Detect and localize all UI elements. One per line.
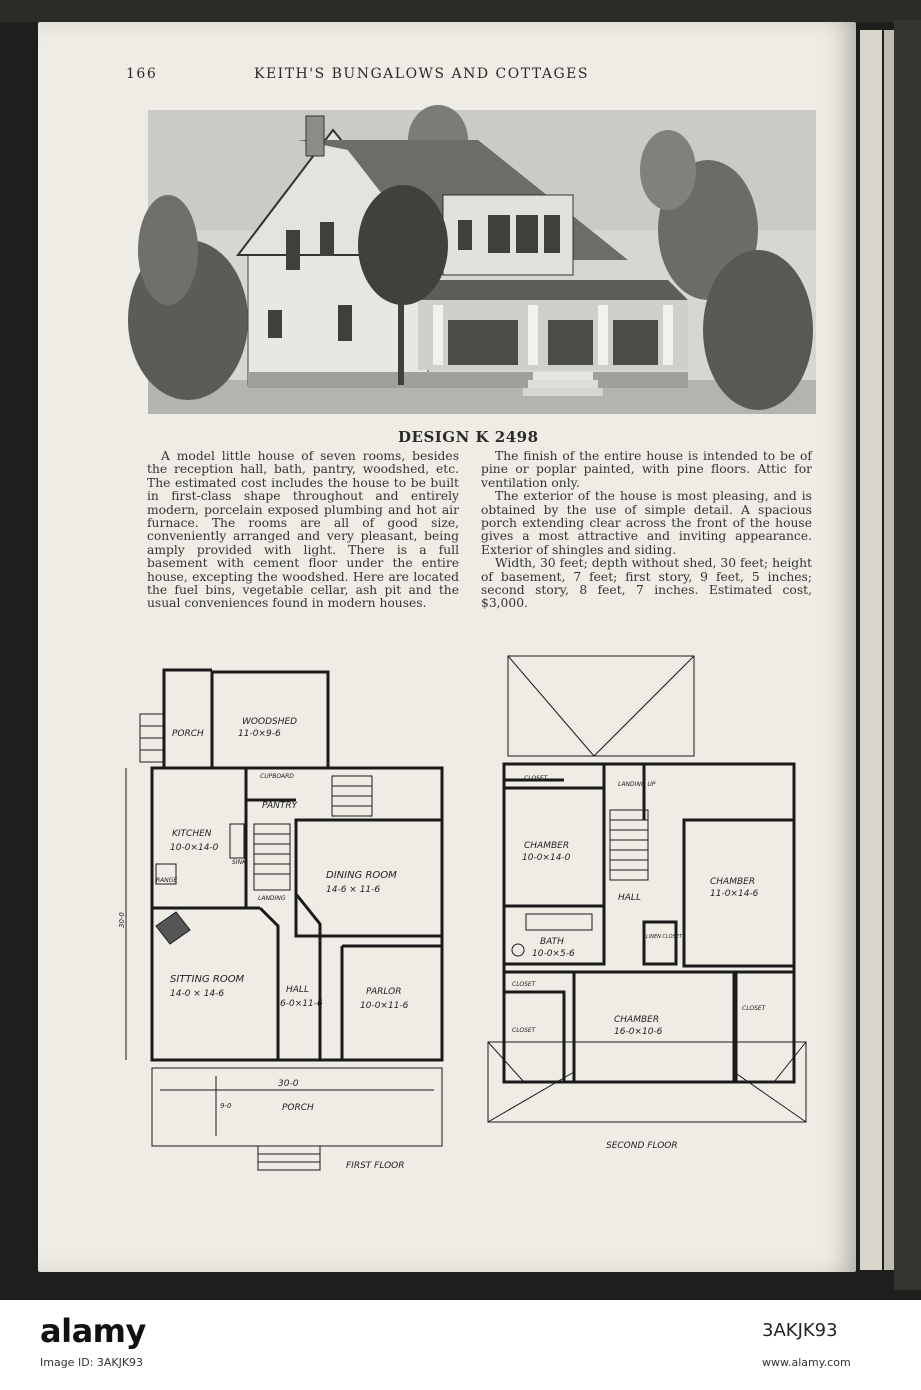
chamber3-size: 16-0×10-6 [614, 1027, 663, 1037]
bath-size: 10-0×5-6 [532, 949, 575, 959]
back-porch-label: PORCH [172, 729, 204, 739]
dining-room-label: DINING ROOM [326, 870, 397, 881]
sitting-room-size: 14-0 × 14-6 [170, 989, 225, 999]
exterior-paragraph: The exterior of the house is most pleasing, and is obtained by the use of simple detail. A spacious porch extending clear across the front of the house gives a most attractive and inviting appearance. Exterior of shingles and siding. [481, 489, 812, 557]
first-floor-plan [120, 664, 460, 1176]
hall-size: 6-0×11-6 [280, 999, 323, 1009]
description-paragraph: A model little house of seven rooms, besides the reception hall, bath, pantry, woodshed, etc. The estimated cost includes the house to be built in first-class shape throughout and entirely modern, porcelain exposed plumbing and hot air furnace. The rooms are all of good size, conveniently arranged and very pleasant, being amply provided with light. There is a full basement with cement floor under the entire house, excepting the woodshed. Here are located the fuel bins, vegetable cellar, ash pit and the usual conveniences found in modern houses. [147, 449, 459, 611]
book-title: KEITH'S BUNGALOWS AND COTTAGES [254, 66, 589, 82]
page-number: 166 [126, 66, 158, 82]
kitchen-size: 10-0×14-0 [170, 843, 219, 853]
stock-code: 3AKJK93 [762, 1320, 838, 1341]
chamber1-size: 10-0×14-0 [522, 853, 571, 863]
running-header [126, 66, 806, 86]
chamber1-label: CHAMBER [524, 841, 570, 851]
house-drawing [148, 110, 816, 414]
design-title: DESIGN K 2498 [398, 428, 539, 446]
finish-paragraph: The finish of the entire house is intended to be of pine or poplar painted, with pine floors. Attic for ventilation only. [481, 449, 812, 490]
chamber2-label: CHAMBER [710, 877, 756, 887]
closet-right-label: CLOSET [742, 1005, 766, 1012]
facing-page-edge [860, 30, 882, 1270]
stock-footer [0, 1300, 921, 1390]
parlor-size: 10-0×11-6 [360, 1001, 409, 1011]
dimensions-paragraph: Width, 30 feet; depth without shed, 30 feet; height of basement, 7 feet; first story, 9 feet, 5 inches; second story, 8 feet, 7 inches. Estimated cost, $3,000. [481, 556, 812, 611]
landing-up-label: LANDING UP [618, 781, 656, 788]
description-left-column [147, 450, 459, 611]
sitting-room-label: SITTING ROOM [170, 974, 245, 985]
house-illustration [148, 110, 816, 414]
description-right-column [481, 450, 812, 611]
second-floor-drawing [484, 652, 824, 1176]
landing-label: LANDING [258, 895, 286, 902]
width-dimension: 30-0 [278, 1079, 299, 1089]
parlor-label: PARLOR [366, 987, 402, 997]
hall-label: HALL [286, 985, 309, 995]
closet-middle-label: CLOSET [512, 981, 536, 988]
book-cover-edge [894, 20, 921, 1290]
kitchen-label: KITCHEN [172, 829, 212, 839]
alamy-logo: alamy [40, 1312, 146, 1350]
range-label: RANGE [156, 877, 178, 884]
porch-depth-dimension: 9-0 [220, 1102, 232, 1110]
front-porch-label: PORCH [282, 1103, 314, 1113]
second-floor-plan [484, 652, 824, 1176]
woodshed-label: WOODSHED [242, 717, 298, 727]
hall-label: HALL [618, 893, 641, 903]
bath-label: BATH [540, 937, 564, 947]
pantry-label: PANTRY [262, 801, 298, 811]
dining-room-size: 14-6 × 11-6 [326, 885, 381, 895]
closet-left-label: CLOSET [512, 1027, 536, 1034]
book-top-edge [0, 0, 921, 22]
image-id: Image ID: 3AKJK93 [40, 1356, 144, 1369]
facing-page-gutter [884, 30, 894, 1270]
second-floor-caption: SECOND FLOOR [606, 1141, 678, 1151]
chamber3-label: CHAMBER [614, 1015, 660, 1025]
sink-label: SINK [232, 859, 247, 866]
woodshed-size: 11-0×9-6 [238, 729, 281, 739]
first-floor-drawing [120, 664, 460, 1176]
closet-top-label: CLOSET [524, 775, 548, 782]
stock-site: www.alamy.com [762, 1356, 851, 1369]
first-floor-caption: FIRST FLOOR [346, 1161, 405, 1171]
linen-closet-label: LINEN CLOSET [646, 934, 682, 940]
cupboard-label: CUPBOARD [260, 773, 294, 780]
chamber2-size: 11-0×14-6 [710, 889, 759, 899]
depth-dimension: 30-0 [118, 912, 126, 928]
